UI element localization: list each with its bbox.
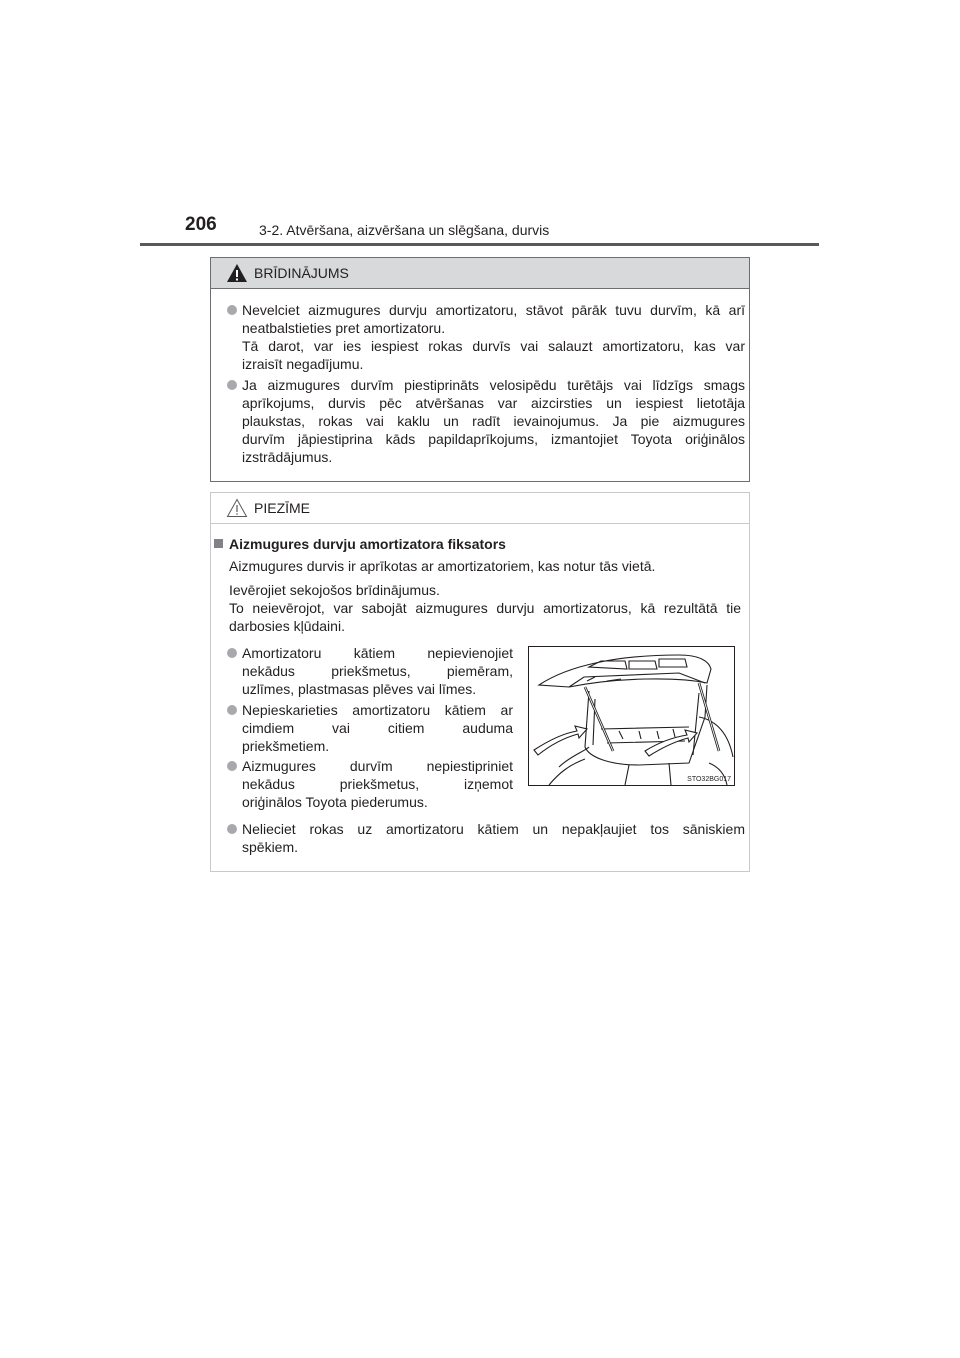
note-intro-line: Ievērojiet sekojošos brīdinājumus. [229, 582, 440, 598]
note-line: Amortizatoru kātiem nepievienojiet [242, 645, 513, 661]
bullet-dot-icon [227, 648, 237, 658]
warning-header [211, 258, 749, 289]
note-box [210, 492, 750, 872]
header-rule [140, 243, 819, 246]
image-code: STO32BG017 [687, 776, 731, 783]
warning-line: Nevelciet aizmugures durvju amortizatoru, stāvot pārāk tuvu durvīm, kā arī [242, 302, 745, 318]
bullet-dot-icon [227, 380, 237, 390]
page-number: 206 [185, 214, 217, 235]
note-intro-1 [229, 557, 655, 575]
note-line: priekšmetiem. [242, 738, 330, 754]
warning-triangle-icon [226, 263, 248, 283]
bullet-dot-icon [227, 305, 237, 315]
warning-line: izraisīt negadījumu. [242, 356, 364, 372]
warning-line: aprīkojums, durvis pēc atvēršanas var aizcirsties un iespiest lietotāja [242, 395, 745, 411]
note-line: nekādus priekšmetus, izņemot [242, 776, 513, 792]
note-line: cimdiem vai citiem auduma [242, 720, 513, 736]
note-line: Nelieciet rokas uz amortizatoru kātiem un nepakļaujiet tos sāniskiem [242, 821, 745, 837]
note-line: spēkiem. [242, 839, 299, 855]
note-line: oriģinālos Toyota piederumus. [242, 794, 428, 810]
warning-box [210, 257, 750, 482]
note-intro-line: To neievērojot, var sabojāt aizmugures durvju amortizatorus, kā rezultātā tie [229, 600, 741, 616]
note-heading-text: Aizmugures durvju amortizatora fiksators [229, 536, 506, 552]
note-title: PIEZĪME [254, 500, 311, 516]
bullet-dot-icon [227, 761, 237, 771]
square-bullet-icon [214, 539, 223, 548]
note-heading [214, 536, 506, 552]
note-line: Nepieskarieties amortizatoru kātiem ar [242, 702, 513, 718]
note-header [211, 493, 749, 524]
note-line: Aizmugures durvīm nepiestipriniet [242, 758, 513, 774]
warning-line: izstrādājumus. [242, 449, 333, 465]
caution-triangle-outline-icon [226, 498, 248, 518]
note-intro-2 [229, 581, 741, 635]
warning-line: Tā darot, var ies iespiest rokas durvīs vai salauzt amortizatoru, kas var [242, 338, 745, 354]
tailgate-drawing [529, 647, 734, 785]
warning-line: Ja aizmugures durvīm piestiprināts velosipēdu turētājs vai līdzīgs smags [242, 377, 745, 393]
note-line: nekādus priekšmetus, piemēram, [242, 663, 513, 679]
bullet-dot-icon [227, 824, 237, 834]
warning-line: neatbalstieties pret amortizatoru. [242, 320, 446, 336]
warning-line: plaukstas, rokas vai kaklu un radīt ievainojumus. Ja pie aizmugures [242, 413, 745, 429]
note-intro-line: darbosies kļūdaini. [229, 618, 345, 634]
bullet-dot-icon [227, 705, 237, 715]
note-intro-line: Aizmugures durvis ir aprīkotas ar amortizatoriem, kas notur tās vietā. [229, 558, 656, 574]
tailgate-strut-illustration [528, 646, 735, 786]
section-title: 3-2. Atvēršana, aizvēršana un slēgšana, durvis [259, 222, 550, 238]
note-line: uzlīmes, plastmasas plēves vai līmes. [242, 681, 477, 697]
warning-line: durvīm jāpiestiprina kāds papildaprīkojums, izmantojiet Toyota oriģinālos [242, 431, 745, 447]
warning-title: BRĪDINĀJUMS [254, 265, 349, 281]
